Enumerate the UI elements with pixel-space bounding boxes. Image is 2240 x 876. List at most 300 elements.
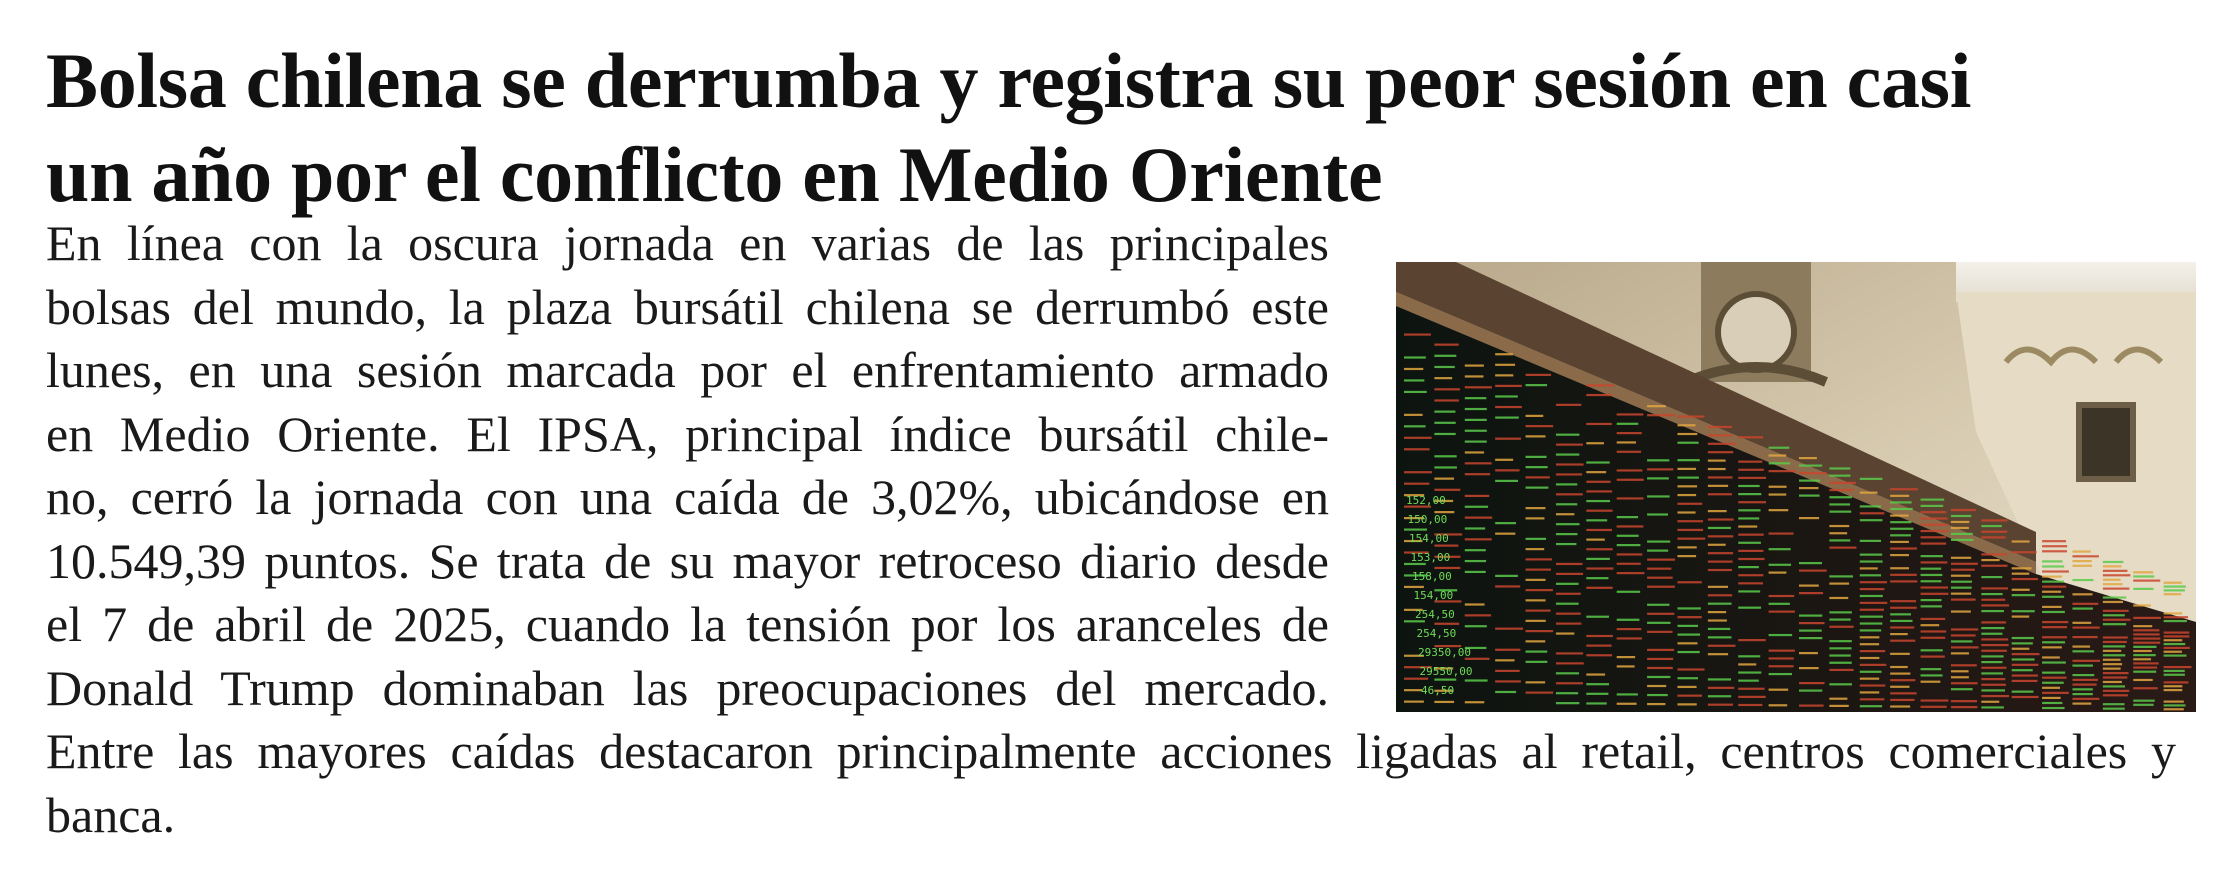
board-reading xyxy=(1738,704,1762,706)
board-reading xyxy=(2072,698,2099,700)
board-reading xyxy=(1829,669,1853,671)
stock-exchange-photo xyxy=(1396,262,2196,712)
board-reading xyxy=(1495,374,1513,376)
board-reading xyxy=(2103,619,2131,621)
board-reading xyxy=(1921,542,1947,544)
board-reading xyxy=(2012,589,2030,591)
board-reading xyxy=(1890,686,1909,688)
board-reading xyxy=(1647,676,1670,678)
board-reading xyxy=(1434,489,1460,491)
board-reading xyxy=(1677,442,1698,444)
board-reading xyxy=(1677,703,1696,705)
board-reading xyxy=(1708,460,1726,462)
board-reading xyxy=(1860,519,1883,521)
board-reading xyxy=(1526,681,1546,683)
article-headline xyxy=(46,34,2206,222)
board-reading xyxy=(1647,658,1673,660)
board-reading xyxy=(1738,607,1761,609)
board-reading xyxy=(1890,640,1915,642)
board-reading xyxy=(1708,636,1732,638)
board-reading xyxy=(1677,415,1704,417)
board-reading xyxy=(2133,666,2157,668)
board-reading xyxy=(2072,636,2097,638)
board-reading xyxy=(1769,486,1787,488)
board-reading xyxy=(2133,575,2154,577)
board-reading xyxy=(1829,683,1852,685)
board-reading xyxy=(1890,501,1911,503)
board-reading xyxy=(1799,630,1822,632)
board-reading xyxy=(1556,404,1581,406)
board-reading xyxy=(1708,443,1736,445)
board-reading xyxy=(2103,614,2125,616)
board-reading xyxy=(2012,578,2038,580)
board-reading xyxy=(1526,620,1546,622)
board-reading xyxy=(1769,493,1787,495)
board-reading xyxy=(1921,517,1948,519)
board-reading xyxy=(1708,695,1731,697)
board-reading xyxy=(1677,503,1702,505)
board-reading xyxy=(1951,664,1977,666)
board-reading xyxy=(1465,549,1486,551)
board-reading xyxy=(1495,649,1520,651)
board-reading xyxy=(2133,704,2153,706)
board-reading xyxy=(1465,679,1488,681)
board-reading xyxy=(1647,468,1673,470)
board-reading xyxy=(1890,547,1917,549)
board-reading xyxy=(2133,625,2152,627)
board-reading xyxy=(2133,604,2151,606)
board-price-label: 150,00 xyxy=(1407,513,1448,526)
board-reading xyxy=(1434,422,1455,424)
board-reading xyxy=(2103,623,2126,625)
board-reading xyxy=(1829,654,1850,656)
board-reading xyxy=(1951,569,1975,571)
headline-line-1: Bolsa chilena se derrumba y registra su peor sesión en casi xyxy=(46,37,1972,124)
board-reading xyxy=(1647,667,1673,669)
board-reading xyxy=(1890,620,1912,622)
board-reading xyxy=(1708,451,1733,453)
board-reading xyxy=(1465,495,1489,497)
board-reading xyxy=(1951,593,1971,595)
board-reading xyxy=(1617,693,1638,695)
board-reading xyxy=(1860,629,1881,631)
board-reading xyxy=(1647,631,1672,633)
board-reading xyxy=(1921,668,1942,670)
board-reading xyxy=(1495,459,1513,461)
board-reading xyxy=(1981,565,2007,567)
board-reading xyxy=(1981,644,2008,646)
board-reading xyxy=(1617,469,1643,471)
board-reading xyxy=(1495,364,1515,366)
board-reading xyxy=(1921,618,1946,620)
board-reading xyxy=(2164,647,2190,649)
board-reading xyxy=(1921,524,1949,526)
board-reading xyxy=(1647,414,1675,416)
board-reading xyxy=(1434,399,1459,401)
board-reading xyxy=(1981,684,2006,686)
board-reading xyxy=(1829,489,1853,491)
board-reading xyxy=(2012,567,2032,569)
board-reading xyxy=(1860,671,1882,673)
board-reading xyxy=(1495,628,1523,630)
board-reading xyxy=(1465,614,1491,616)
board-reading xyxy=(1799,592,1823,594)
board-reading xyxy=(1708,704,1733,706)
board-reading xyxy=(1586,510,1612,512)
board-reading xyxy=(1647,604,1669,606)
board-reading xyxy=(1738,493,1761,495)
stock-exchange-board-image xyxy=(1396,262,2196,712)
board-reading xyxy=(1556,493,1583,495)
board-reading xyxy=(1951,515,1971,517)
board-reading xyxy=(1981,519,2007,521)
board-reading xyxy=(2164,654,2187,656)
board-reading xyxy=(1677,459,1699,461)
board-reading xyxy=(1799,615,1822,617)
window-pane xyxy=(2082,408,2130,476)
board-reading xyxy=(1526,630,1554,632)
board-reading xyxy=(1829,539,1850,541)
board-reading xyxy=(2133,654,2155,656)
board-reading xyxy=(1890,567,1909,569)
board-reading xyxy=(1586,442,1604,444)
board-reading xyxy=(1890,528,1913,530)
board-reading xyxy=(1799,570,1827,572)
board-reading xyxy=(1860,581,1887,583)
board-reading xyxy=(1526,640,1546,642)
board-reading xyxy=(1434,411,1455,413)
board-reading xyxy=(1647,459,1669,461)
board-reading xyxy=(1647,550,1668,552)
board-reading xyxy=(1434,355,1456,357)
board-reading xyxy=(1708,552,1733,554)
board-reading xyxy=(2103,690,2129,692)
board-reading xyxy=(1981,650,2007,652)
board-reading xyxy=(1647,703,1665,705)
board-reading xyxy=(1829,597,1848,599)
board-reading xyxy=(1526,415,1544,417)
board-reading xyxy=(1921,599,1942,601)
board-reading xyxy=(1526,517,1545,519)
board-reading xyxy=(1799,472,1826,474)
board-reading xyxy=(1799,690,1822,692)
board-reading xyxy=(1556,702,1579,704)
board-reading xyxy=(1799,622,1825,624)
board-reading xyxy=(1617,413,1644,415)
board-reading xyxy=(1495,395,1518,397)
board-reading xyxy=(1526,466,1548,468)
board-reading xyxy=(1738,582,1763,584)
board-reading xyxy=(1921,699,1949,701)
board-reading xyxy=(1556,662,1584,664)
board-reading xyxy=(1404,448,1429,450)
board-reading xyxy=(1951,575,1971,577)
board-reading xyxy=(1799,667,1819,669)
board-reading xyxy=(1738,485,1759,487)
board-reading xyxy=(1647,577,1673,579)
board-reading xyxy=(1829,662,1851,664)
board-reading xyxy=(1404,586,1424,588)
board-reading xyxy=(1677,520,1703,522)
board-reading xyxy=(1526,558,1553,560)
board-reading xyxy=(2164,685,2183,687)
board-reading xyxy=(1951,682,1978,684)
board-reading xyxy=(1617,619,1640,621)
board-reading xyxy=(1860,602,1888,604)
board-reading xyxy=(2012,674,2038,676)
board-reading xyxy=(1921,655,1945,657)
board-reading xyxy=(1586,673,1605,675)
board-reading xyxy=(1829,496,1851,498)
board-reading xyxy=(1951,539,1974,541)
board-reading xyxy=(1586,519,1607,521)
board-reading xyxy=(1921,505,1944,507)
board-reading xyxy=(1677,538,1705,540)
board-reading xyxy=(2164,620,2187,622)
board-reading xyxy=(2042,575,2062,577)
board-reading xyxy=(1617,451,1641,453)
board-reading xyxy=(1586,500,1610,502)
board-reading xyxy=(1738,509,1760,511)
board-reading xyxy=(2103,588,2130,590)
board-reading xyxy=(1586,616,1609,618)
board-reading xyxy=(1829,511,1851,513)
board-reading xyxy=(1586,702,1606,704)
board-reading xyxy=(1981,604,2009,606)
board-reading xyxy=(2164,651,2182,653)
board-reading xyxy=(1556,563,1583,565)
board-reading xyxy=(2164,681,2189,683)
board-reading xyxy=(1465,408,1487,410)
board-reading xyxy=(2042,687,2060,689)
board-reading xyxy=(1890,699,1914,701)
board-reading xyxy=(1556,513,1574,515)
board-reading xyxy=(1769,564,1791,566)
board-reading xyxy=(2164,593,2182,595)
board-reading xyxy=(2164,708,2184,710)
board-reading xyxy=(1890,521,1911,523)
board-reading xyxy=(1677,581,1701,583)
board-reading xyxy=(2012,594,2035,596)
board-reading xyxy=(1738,574,1763,576)
board-reading xyxy=(1769,548,1791,550)
board-reading xyxy=(1465,625,1487,627)
board-reading xyxy=(2164,643,2186,645)
board-reading xyxy=(1526,456,1547,458)
board-reading xyxy=(1526,692,1554,694)
board-reading xyxy=(1708,628,1730,630)
board-reading xyxy=(2042,702,2062,704)
board-reading xyxy=(1890,534,1911,536)
board-reading xyxy=(1434,466,1457,468)
board-reading xyxy=(1495,406,1522,408)
board-reading xyxy=(1951,670,1969,672)
board-reading xyxy=(1617,637,1642,639)
board-reading xyxy=(2042,672,2065,674)
board-reading xyxy=(1921,530,1949,532)
board-reading xyxy=(1860,684,1886,686)
board-reading xyxy=(1434,455,1456,457)
board-reading xyxy=(1981,536,2005,538)
board-reading xyxy=(1951,557,1971,559)
board-reading xyxy=(1617,703,1637,705)
board-reading xyxy=(1586,548,1612,550)
board-reading xyxy=(1586,461,1609,463)
board-reading xyxy=(1404,483,1429,485)
board-reading xyxy=(1890,554,1909,556)
board-reading xyxy=(1738,525,1757,527)
board-reading xyxy=(1981,627,2004,629)
board-reading xyxy=(1921,706,1947,708)
board-reading xyxy=(1890,679,1915,681)
board-reading xyxy=(1921,649,1943,651)
board-reading xyxy=(1829,547,1856,549)
board-reading xyxy=(1586,481,1610,483)
board-reading xyxy=(1404,356,1426,358)
board-reading xyxy=(1465,527,1485,529)
board-reading xyxy=(1890,653,1910,655)
board-reading xyxy=(1951,563,1978,565)
board-reading xyxy=(1677,634,1700,636)
board-reading xyxy=(1677,529,1703,531)
board-reading xyxy=(1465,571,1486,573)
board-reading xyxy=(1738,639,1765,641)
board-reading xyxy=(1434,433,1455,435)
board-reading xyxy=(1981,695,2009,697)
board-reading xyxy=(2072,674,2094,676)
board-reading xyxy=(1465,462,1492,464)
board-reading xyxy=(1890,705,1910,707)
board-reading xyxy=(1860,595,1883,597)
board-reading xyxy=(1677,485,1697,487)
board-reading xyxy=(1799,585,1819,587)
board-reading xyxy=(1860,505,1881,507)
board-reading xyxy=(2042,677,2066,679)
board-reading xyxy=(1465,473,1490,475)
board-reading xyxy=(1769,704,1788,706)
board-reading xyxy=(1465,603,1485,605)
board-reading xyxy=(1556,682,1583,684)
board-reading xyxy=(1434,701,1454,703)
board-reading xyxy=(1738,501,1766,503)
board-reading xyxy=(1465,375,1484,377)
board-reading xyxy=(1556,692,1578,694)
board-reading xyxy=(1526,374,1552,376)
board-reading xyxy=(1708,561,1733,563)
board-reading xyxy=(1708,485,1728,487)
board-reading xyxy=(1495,353,1513,355)
board-reading xyxy=(1617,665,1635,667)
board-reading xyxy=(1708,653,1728,655)
board-reading xyxy=(1617,432,1642,434)
board-reading xyxy=(1495,522,1516,524)
board-reading xyxy=(2042,646,2062,648)
board-reading xyxy=(1769,454,1787,456)
board-reading xyxy=(1829,503,1850,505)
board-reading xyxy=(1981,599,2005,601)
board-reading xyxy=(1981,587,2008,589)
board-reading xyxy=(1404,425,1426,427)
board-reading xyxy=(2012,691,2034,693)
board-reading xyxy=(1708,594,1732,596)
board-reading xyxy=(1556,463,1584,465)
board-reading xyxy=(2133,646,2156,648)
board-reading xyxy=(1677,555,1696,557)
board-reading xyxy=(1921,681,1941,683)
board-reading xyxy=(1434,388,1460,390)
board-reading xyxy=(1404,379,1424,381)
board-reading xyxy=(1465,441,1487,443)
board-price-label: 29350,00 xyxy=(1418,646,1471,659)
board-reading xyxy=(1738,566,1759,568)
body-line: no, cerró la jornada con una caída de 3,02%, ubicándose en xyxy=(46,469,1329,525)
board-reading xyxy=(2103,668,2121,670)
board-reading xyxy=(1738,550,1763,552)
board-reading xyxy=(1769,509,1789,511)
board-reading xyxy=(2133,671,2156,673)
board-price-label: 254,50 xyxy=(1416,627,1457,640)
board-reading xyxy=(1708,510,1727,512)
board-price-label: 29550,00 xyxy=(1419,665,1473,678)
board-reading xyxy=(2133,588,2153,590)
board-reading xyxy=(1738,542,1761,544)
board-reading xyxy=(1556,543,1577,545)
board-reading xyxy=(2042,565,2064,567)
board-reading xyxy=(2133,617,2161,619)
board-price-label: 254,50 xyxy=(1415,608,1455,621)
board-reading xyxy=(1677,695,1702,697)
board-reading xyxy=(1465,397,1487,399)
board-reading xyxy=(1617,423,1639,425)
board-reading xyxy=(1586,654,1612,656)
board-reading xyxy=(1677,511,1695,513)
board-reading xyxy=(1890,580,1917,582)
board-reading xyxy=(1556,434,1580,436)
board-reading xyxy=(2164,582,2182,584)
board-reading xyxy=(1921,499,1945,501)
board-reading xyxy=(2103,672,2129,674)
board-reading xyxy=(1951,527,1969,529)
board-reading xyxy=(1556,444,1583,446)
board-reading xyxy=(2103,650,2121,652)
board-reading xyxy=(1556,632,1574,634)
board-reading xyxy=(1738,469,1764,471)
board-reading xyxy=(1465,364,1484,366)
board-reading xyxy=(1495,691,1516,693)
board-reading xyxy=(1708,645,1736,647)
board-reading xyxy=(1769,673,1792,675)
board-reading xyxy=(1465,386,1492,388)
board-reading xyxy=(2042,661,2066,663)
board-reading xyxy=(1526,435,1546,437)
board-reading xyxy=(1860,691,1880,693)
board-reading xyxy=(1738,680,1759,682)
board-reading xyxy=(1860,492,1878,494)
board-reading xyxy=(1404,701,1424,703)
board-reading xyxy=(1495,575,1518,577)
board-reading xyxy=(1951,521,1969,523)
board-reading xyxy=(1951,646,1979,648)
board-reading xyxy=(1708,544,1726,546)
board-reading xyxy=(1829,532,1847,534)
board-reading xyxy=(1860,636,1880,638)
board-reading xyxy=(1829,705,1848,707)
board-reading xyxy=(1799,652,1818,654)
board-reading xyxy=(1951,599,1976,601)
body-line: lunes, en una sesión marcada por el enfrentamiento armado xyxy=(46,342,1329,398)
board-reading xyxy=(1951,509,1976,511)
board-reading xyxy=(1738,461,1762,463)
